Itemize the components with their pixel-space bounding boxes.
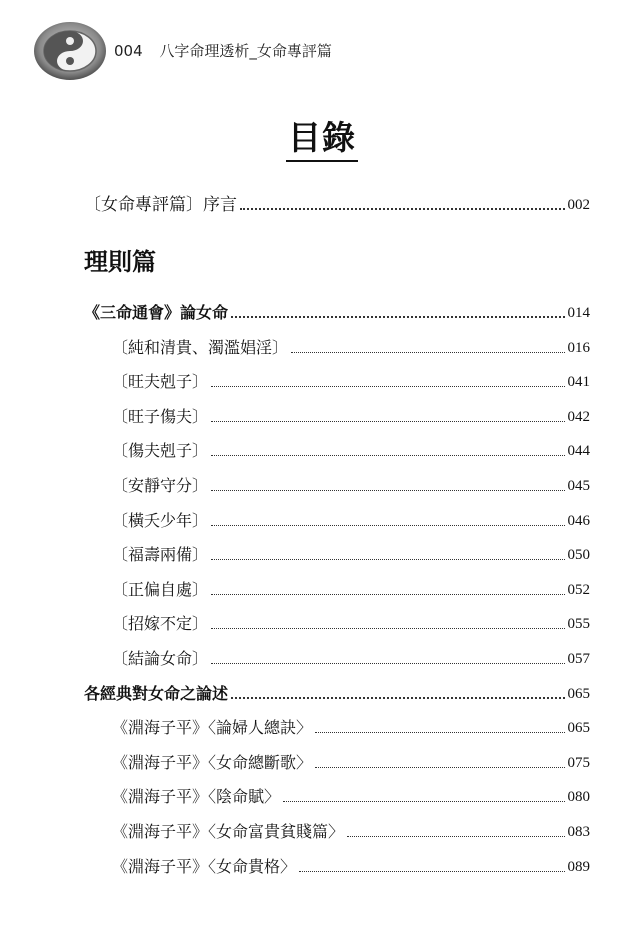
toc-entry-label: 《淵海子平》〈陰命賦〉 (112, 787, 281, 806)
leader-dots (211, 662, 564, 664)
toc-entry-page: 083 (567, 824, 590, 840)
toc-entry-page: 075 (567, 755, 590, 771)
toc-entry[interactable] (112, 782, 590, 808)
toc-entry-page: 052 (567, 582, 590, 598)
toc-entry-label: 〔安靜守分〕 (112, 476, 209, 495)
toc-entry[interactable] (112, 367, 590, 393)
header-page-number: 004 (114, 42, 143, 60)
toc-entry[interactable] (112, 471, 590, 497)
leader-dots (347, 835, 564, 837)
toc-entry-page: 055 (567, 616, 590, 632)
toc-entry[interactable] (112, 506, 590, 532)
toc-entry-label: 〔純和清貴、濁濫娼淫〕 (112, 338, 289, 357)
toc-entry[interactable] (112, 817, 590, 843)
toc-entry-label: 〔正偏自處〕 (112, 580, 209, 599)
toc-entry[interactable] (112, 644, 590, 670)
toc-entry[interactable] (112, 748, 590, 774)
toc-entry-label: 〔結論女命〕 (112, 649, 209, 668)
toc-entry-label: 〔招嫁不定〕 (112, 614, 209, 633)
leader-dots (231, 315, 564, 318)
toc-entry-page: 065 (567, 720, 590, 736)
leader-dots (211, 420, 564, 422)
toc-entry-preface[interactable] (84, 190, 590, 216)
toc-entry-label: 《淵海子平》〈論婦人總訣〉 (112, 718, 313, 737)
toc-entry-page: 057 (567, 651, 590, 667)
toc-entry[interactable] (84, 298, 590, 324)
toc-entry-page: 065 (567, 686, 590, 702)
section-heading: 理則篇 (84, 248, 156, 276)
leader-dots (211, 558, 564, 560)
toc-entry-label: 《淵海子平》〈女命富貴貧賤篇〉 (112, 822, 345, 841)
toc-entry-label: 《淵海子平》〈女命貴格〉 (112, 857, 297, 876)
leader-dots (291, 351, 564, 353)
toc-entry-page: 080 (567, 789, 590, 805)
toc-entry[interactable] (112, 609, 590, 635)
leader-dots (315, 766, 564, 768)
toc-entry-page: 016 (567, 340, 590, 356)
leader-dots (240, 207, 565, 210)
toc-entry[interactable] (112, 852, 590, 878)
running-header (114, 40, 332, 61)
toc-entry-label: 各經典對女命之論述 (84, 684, 229, 703)
toc-entry-page: 044 (567, 443, 590, 459)
yin-yang-logo (32, 20, 108, 82)
toc-entry[interactable] (84, 679, 590, 705)
toc-entry-page: 089 (567, 859, 590, 875)
toc-entry-label: 〔傷夫剋子〕 (112, 441, 209, 460)
toc-entry[interactable] (112, 713, 590, 739)
toc-entry[interactable] (112, 575, 590, 601)
toc-entry-label: 〔橫夭少年〕 (112, 511, 209, 530)
toc-title-text: 目錄 (286, 118, 358, 162)
leader-dots (211, 593, 564, 595)
toc-entry-label: 〔福壽兩備〕 (112, 545, 209, 564)
leader-dots (283, 800, 564, 802)
leader-dots (211, 489, 564, 491)
toc-entry-label: 《三命通會》論女命 (84, 303, 229, 322)
toc-entry-label: 〔旺夫剋子〕 (112, 372, 209, 391)
leader-dots (211, 524, 564, 526)
toc-entry-label: 〔女命專評篇〕序言 (84, 195, 237, 215)
leader-dots (231, 696, 564, 699)
toc-entry[interactable] (112, 540, 590, 566)
leader-dots (211, 627, 564, 629)
toc-entry-page: 042 (567, 409, 590, 425)
toc-entry-page: 014 (567, 305, 590, 321)
header-book-title: 八字命理透析_女命專評篇 (159, 42, 332, 60)
toc-title (0, 112, 644, 159)
leader-dots (315, 731, 564, 733)
toc-entry[interactable] (112, 436, 590, 462)
toc-entry-page: 046 (567, 513, 590, 529)
toc-entry-label: 〔旺子傷夫〕 (112, 407, 209, 426)
toc-entry-page: 045 (567, 478, 590, 494)
leader-dots (211, 454, 564, 456)
toc-entry-label: 《淵海子平》〈女命總斷歌〉 (112, 753, 313, 772)
leader-dots (299, 870, 564, 872)
toc-entry-page: 002 (567, 197, 590, 213)
leader-dots (211, 385, 564, 387)
toc-entry-page: 041 (567, 374, 590, 390)
toc-entry-page: 050 (567, 547, 590, 563)
toc-entry[interactable] (112, 333, 590, 359)
toc-entry[interactable] (112, 402, 590, 428)
